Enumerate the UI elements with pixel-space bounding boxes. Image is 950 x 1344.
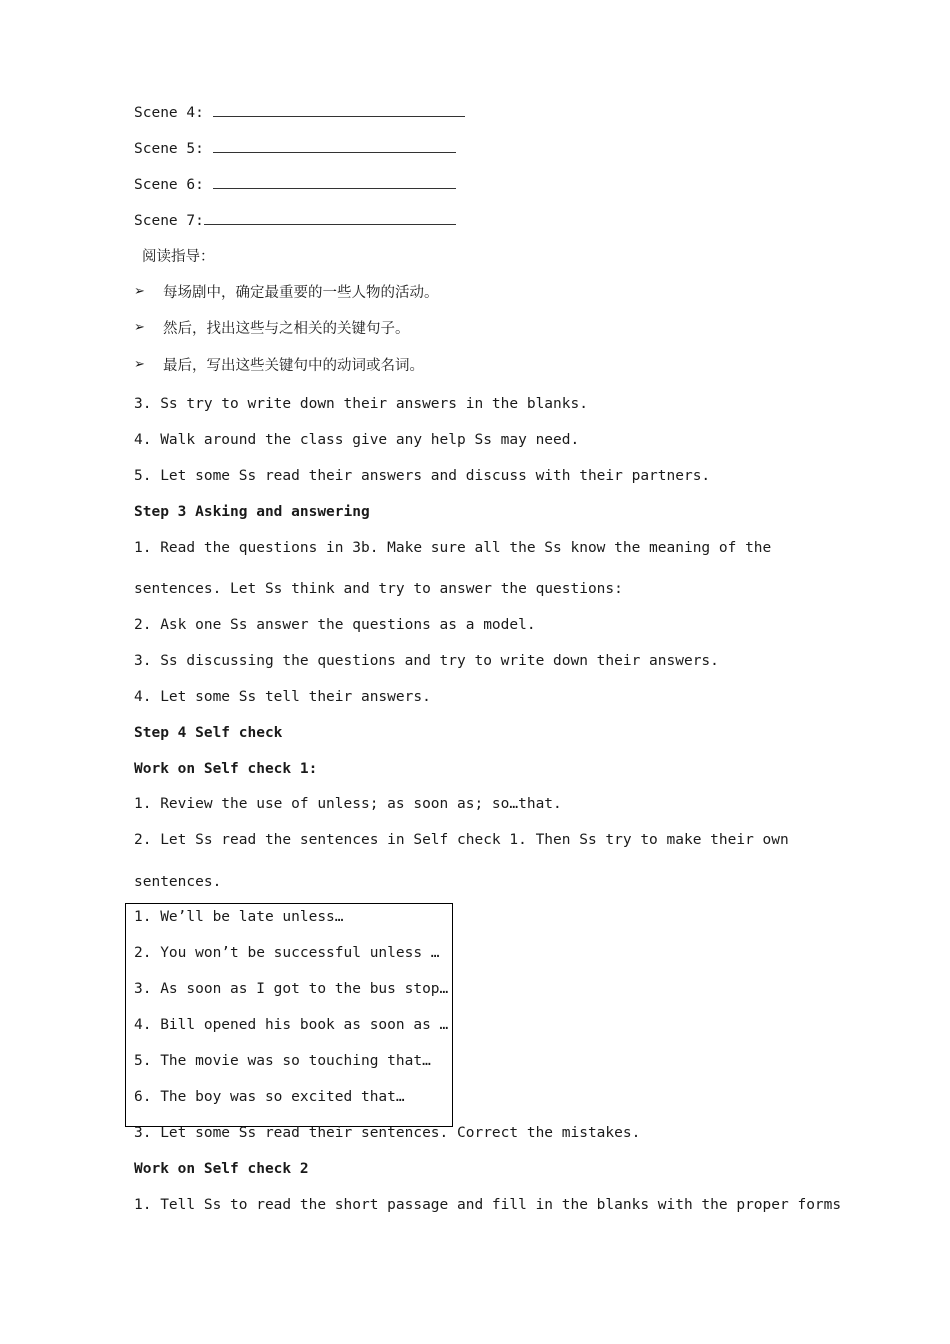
answer-blank[interactable] [213,176,456,189]
self-check-2-item-1: 1. Tell Ss to read the short passage and fill in the blanks with the proper forms [134,1197,842,1213]
scene-label: Scene 7: [134,213,204,229]
answer-blank[interactable] [204,212,456,225]
step3-item-1-line-1: 1. Read the questions in 3b. Make sure all the Ss know the meaning of the [134,540,772,556]
step3-item-2: 2. Ask one Ss answer the questions as a model. [134,617,536,633]
step4-item-1: 1. Review the use of unless; as soon as; so…that. [134,796,562,812]
step3-item-3: 3. Ss discussing the questions and try to write down their answers. [134,653,719,669]
scene-4-line [134,104,465,122]
step4-item-2-line-1: 2. Let Ss read the sentences in Self check 1. Then Ss try to make their own [134,832,789,848]
step2-item-4: 4. Walk around the class give any help Ss may need. [134,432,580,448]
step4-item-3: 3. Let some Ss read their sentences. Correct the mistakes. [134,1125,641,1141]
scene-label: Scene 6: [134,177,213,193]
step4-heading: Step 4 Self check [134,725,283,741]
prompt-sentence-4: 4. Bill opened his book as soon as … [134,1017,449,1033]
answer-blank[interactable] [213,140,456,153]
prompt-sentence-3: 3. As soon as I got to the bus stop… [134,981,449,997]
step3-heading: Step 3 Asking and answering [134,504,370,520]
prompt-sentence-2: 2. You won’t be successful unless … [134,945,440,961]
prompt-sentence-1: 1. We’ll be late unless… [134,909,344,925]
prompt-sentence-6: 6. The boy was so excited that… [134,1089,405,1105]
guide-bullet-2: 然后，找出这些与之相关的关键句子。 [163,321,410,337]
self-check-1-heading: Work on Self check 1: [134,761,318,777]
step3-item-4: 4. Let some Ss tell their answers. [134,689,431,705]
scene-6-line [134,176,456,194]
scene-label: Scene 4: [134,105,213,121]
step4-item-2-line-2: sentences. [134,874,222,890]
guide-bullet-1: 每场剧中，确定最重要的一些人物的活动。 [163,285,439,301]
guide-bullet-3: 最后，写出这些关键句中的动词或名词。 [163,358,424,374]
arrowhead-bullet-icon: ➢ [134,357,145,372]
prompt-sentence-5: 5. The movie was so touching that… [134,1053,431,1069]
arrowhead-bullet-icon: ➢ [134,320,145,335]
self-check-2-heading: Work on Self check 2 [134,1161,309,1177]
reading-guide-title: 阅读指导： [142,249,215,265]
scene-label: Scene 5: [134,141,213,157]
answer-blank[interactable] [213,104,465,117]
step2-item-3: 3. Ss try to write down their answers in the blanks. [134,396,588,412]
step2-item-5: 5. Let some Ss read their answers and discuss with their partners. [134,468,711,484]
arrowhead-bullet-icon: ➢ [134,284,145,299]
scene-5-line [134,140,456,158]
scene-7-line [134,212,456,230]
step3-item-1-line-2: sentences. Let Ss think and try to answer the questions: [134,581,623,597]
